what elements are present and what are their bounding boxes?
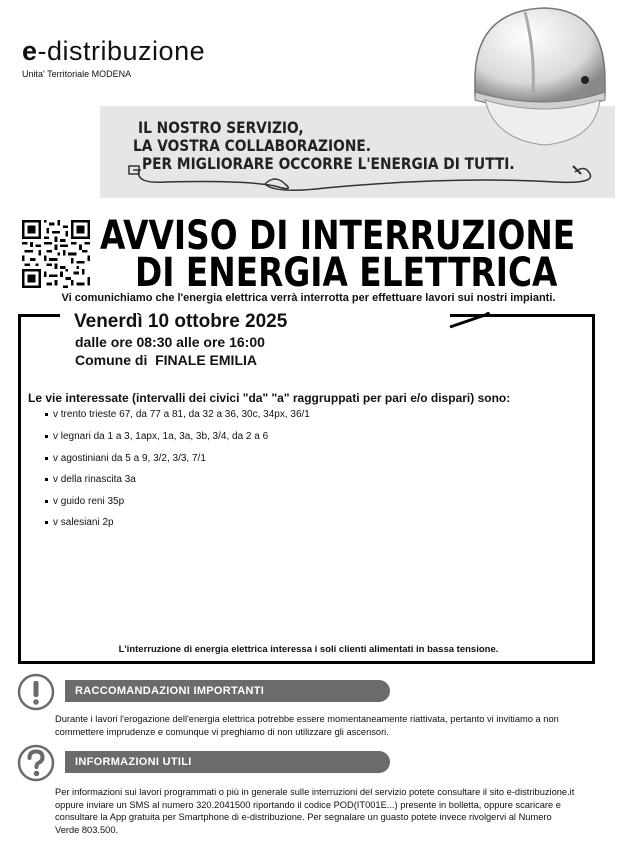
streets-heading: Le vie interessate (intervalli dei civici "da" "a" raggruppati per pari e/o dispari) sono: xyxy=(28,391,511,405)
recommendations-text: Durante i lavori l'erogazione dell'energia elettrica potrebbe essere momentaneamente riattivata, pertanto vi invitiamo a non commettere imprudenze e comunque vi preghiamo di non utilizzare gli ascensori. xyxy=(55,714,559,737)
info-heading: INFORMAZIONI UTILI xyxy=(65,751,390,773)
notice-title-line-1: AVVISO DI INTERRUZIONE xyxy=(100,213,576,259)
street-item xyxy=(45,453,206,464)
cable-plug-icon xyxy=(125,150,605,198)
bullet-icon xyxy=(45,435,48,438)
street-text: v salesiani 2p xyxy=(53,517,114,528)
street-text: v legnari da 1 a 3, 1apx, 1a, 3a, 3b, 3/4, da 2 a 6 xyxy=(53,431,269,442)
slogan-line-1: IL NOSTRO SERVIZIO, xyxy=(138,118,304,137)
street-item xyxy=(45,517,114,528)
slogan-line-2: LA VOSTRA COLLABORAZIONE. xyxy=(133,136,371,155)
interruption-date: Venerdì 10 ottobre 2025 xyxy=(74,311,288,332)
interruption-hours: dalle ore 08:30 alle ore 16:00 xyxy=(75,334,265,350)
info-text: Per informazioni sui lavori programmati o più in generale sulle interruzioni del servizio potete consultare il sito e-distribuzione.it oppure inviare un SMS al numero 320.2041500 riportando il codice POD(IT001E...) presente in bolletta, oppure scaricare e consultare la App gratuita per Smartphone di e-distribuzione. Per segnalare un guasto potete invece rivolgervi al Numero Verde 803.500. xyxy=(55,787,575,835)
municipality: Comune di FINALE EMILIA xyxy=(75,352,257,368)
bullet-icon xyxy=(45,478,48,481)
bullet-icon xyxy=(45,500,48,503)
low-voltage-note: L'interruzione di energia elettrica interessa i soli clienti alimentati in bassa tensione. xyxy=(118,644,499,655)
slogan-line-3: PER MIGLIORARE OCCORRE L'ENERGIA DI TUTTI. xyxy=(142,154,515,173)
helmet-icon xyxy=(455,0,615,150)
bullet-icon xyxy=(45,457,48,460)
intro-text: Vi comunichiamo che l'energia elettrica verrà interrotta per effettuare lavori sui nostri impianti. xyxy=(61,292,556,304)
street-item xyxy=(45,474,136,485)
qr-code[interactable] xyxy=(22,220,90,288)
notice-title-line-2: DI ENERGIA ELETTRICA xyxy=(135,250,558,296)
street-item xyxy=(45,409,310,420)
street-text: v della rinascita 3a xyxy=(53,474,136,485)
exclamation-icon xyxy=(17,673,55,711)
logo-text: -distribuzione xyxy=(37,36,206,66)
recommendations-heading: RACCOMANDAZIONI IMPORTANTI xyxy=(65,680,390,702)
territorial-unit: Unita' Territoriale MODENA xyxy=(22,69,132,79)
question-icon xyxy=(17,744,55,782)
street-item xyxy=(45,431,268,442)
street-text: v trento trieste 67, da 77 a 81, da 32 a 36, 30c, 34px, 36/1 xyxy=(53,409,310,420)
logo-prefix: e xyxy=(22,36,38,66)
street-text: v guido reni 35p xyxy=(53,496,125,507)
brand-logo xyxy=(22,36,205,67)
street-item xyxy=(45,496,124,507)
bullet-icon xyxy=(45,413,48,416)
street-text: v agostiniani da 5 a 9, 3/2, 3/3, 7/1 xyxy=(53,453,206,464)
bullet-icon xyxy=(45,521,48,524)
wire-icon xyxy=(448,309,493,331)
